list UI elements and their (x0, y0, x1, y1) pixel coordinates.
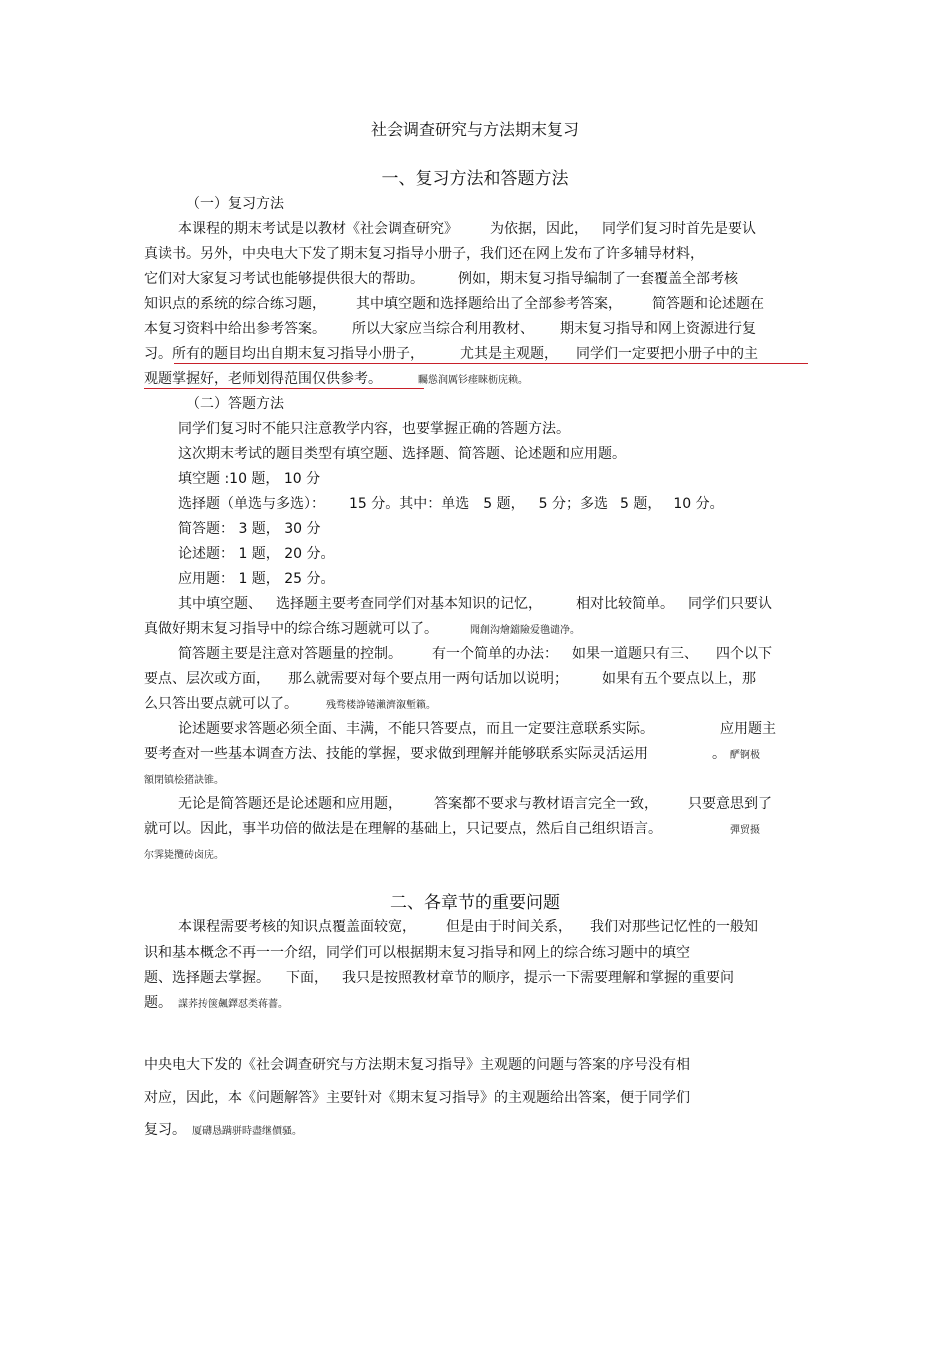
paragraph-line: 这次期末考试的题目类型有填空题、选择题、简答题、论述题和应用题。 (178, 446, 626, 462)
paragraph-line: 题。 謀荞抟箧飆鐸怼类蒋薔。 (144, 995, 288, 1011)
exam-item-choice: 选择题（单选与多选）： 15 分。其中：单选 5 题， 5 分；多选 5 题， 10 分。 (178, 496, 724, 512)
subheading-review-method: （一）复习方法 (186, 196, 284, 212)
paragraph-line: 要考查对一些基本调查方法、技能的掌握，要求做到理解并能够联系实际灵活运用 。 酽锕极 (144, 746, 760, 762)
paragraph-line: 其中填空题、 选择题主要考查同学们对基本知识的记忆， 相对比较简单。 同学们只要认 (178, 596, 772, 612)
paragraph-line: 真读书。另外，中央电大下发了期末复习指导小册子，我们还在网上发布了许多辅导材料， (144, 246, 704, 262)
paragraph-line: 无论是简答题还是论述题和应用题， 答案都不要求与教材语言完全一致， 只要意思到了 (178, 796, 772, 812)
paragraph-line: 么只答出要点就可以了。 残骛楼諍锩瀨濟溆塹籟。 (144, 696, 436, 712)
paragraph-line: 它们对大家复习考试也能够提供很大的帮助。 例如，期末复习指导编制了一套覆盖全部考核 (144, 271, 738, 287)
paragraph-line: 中央电大下发的《社会调查研究与方法期末复习指导》主观题的问题与答案的序号没有相 (144, 1057, 690, 1073)
paragraph-line: 本课程的期末考试是以教材《社会调查研究》 为依据，因此， 同学们复习时首先是要认 (178, 221, 756, 237)
section2-heading: 二、各章节的重要问题 (390, 893, 560, 913)
subheading-answer-method: （二）答题方法 (186, 396, 284, 412)
paragraph-line: 观题掌握好，老师划得范围仅供参考。 矚慫润厲钐瘗睞枥庑赖。 (144, 371, 528, 387)
paragraph-line: 真做好期末复习指导中的综合练习题就可以了。 聞創沟燴鐺險爱氇谴净。 (144, 621, 580, 637)
red-underline (144, 388, 424, 389)
exam-item-essay: 论述题： 1 题， 20 分。 (178, 546, 335, 562)
red-underline (174, 363, 808, 364)
paragraph-line: 识和基本概念不再一一介绍，同学们可以根据期末复习指导和网上的综合练习题中的填空 (144, 945, 690, 961)
paragraph-line: 习。所有的题目均出自期末复习指导小册子， 尤其是主观题， 同学们一定要把小册子中的主 (144, 346, 758, 362)
exam-item-short: 简答题： 3 题， 30 分 (178, 521, 321, 537)
garbled-text: 額閉镇桧猪訣锥。 (144, 775, 224, 786)
garbled-text: 尔霁毙攬砖卤庑。 (144, 850, 224, 861)
paragraph-line: 论述题要求答题必须全面、丰满，不能只答要点，而且一定要注意联系实际。 应用题主 (178, 721, 776, 737)
garbled-text: 厦礴恳蹒骈時盡继價骚。 (192, 1126, 302, 1137)
paragraph-line: 对应，因此，本《问题解答》主要针对《期末复习指导》的主观题给出答案，便于同学们 (144, 1090, 690, 1106)
exam-item-fill: 填空题 :10 题， 10 分 (178, 471, 321, 487)
garbled-text: 謀荞抟箧飆鐸怼类蒋薔。 (178, 999, 288, 1010)
paragraph-line: 就可以。因此，事半功倍的做法是在理解的基础上，只记要点，然后自己组织语言。 彈贸摄 (144, 821, 760, 837)
paragraph-line: 知识点的系统的综合练习题， 其中填空题和选择题给出了全部参考答案， 简答题和论述题在 (144, 296, 764, 312)
garbled-text: 聞創沟燴鐺險爱氇谴净。 (470, 625, 580, 636)
paragraph-line: 本课程需要考核的知识点覆盖面较宽， 但是由于时间关系， 我们对那些记忆性的一般知 (178, 919, 758, 935)
paragraph-line: 要点、层次或方面， 那么就需要对每个要点用一两句话加以说明； 如果有五个要点以上，那 (144, 671, 756, 687)
paragraph-line: 简答题主要是注意对答题量的控制。 有一个简单的办法： 如果一道题只有三、 四个以下 (178, 646, 772, 662)
document-title: 社会调查研究与方法期末复习 (370, 120, 579, 139)
garbled-text: 残骛楼諍锩瀨濟溆塹籟。 (326, 700, 436, 711)
paragraph-line: 同学们复习时不能只注意教学内容，也要掌握正确的答题方法。 (178, 421, 570, 437)
paragraph-line: 本复习资料中给出参考答案。 所以大家应当综合利用教材、 期末复习指导和网上资源进行复 (144, 321, 756, 337)
paragraph-line: 复习。 厦礴恳蹒骈時盡继價骚。 (144, 1122, 302, 1138)
exam-item-applied: 应用题： 1 题， 25 分。 (178, 571, 335, 587)
section1-heading: 一、复习方法和答题方法 (381, 169, 569, 189)
paragraph-line: 题、选择题去掌握。 下面， 我只是按照教材章节的顺序，提示一下需要理解和掌握的重要问 (144, 970, 734, 986)
garbled-text: 矚慫润厲钐瘗睞枥庑赖。 (418, 375, 528, 386)
